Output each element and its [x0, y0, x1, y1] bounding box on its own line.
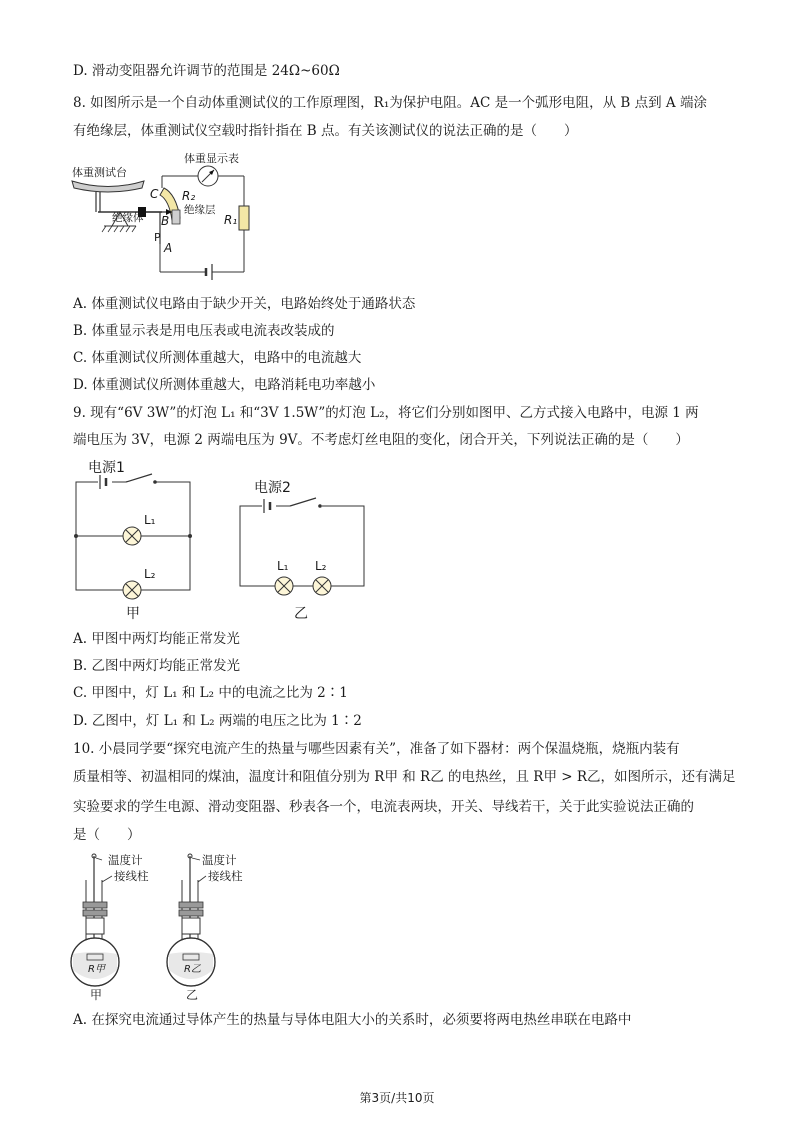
q9-option-a: A. 甲图中两灯均能正常发光 — [73, 631, 240, 647]
q7-option-d: D. 滑动变阻器允许调节的范围是 24Ω~60Ω — [73, 63, 340, 79]
q9-option-d: D. 乙图中，灯 L₁ 和 L₂ 两端的电压之比为 1∶2 — [73, 713, 362, 729]
thermometer-label-yi: 温度计 — [202, 853, 237, 867]
label-r2: R₂ — [182, 189, 196, 203]
label-p: P — [154, 231, 161, 244]
q9-option-c: C. 甲图中，灯 L₁ 和 L₂ 中的电流之比为 2∶1 — [73, 685, 348, 701]
label-r1: R₁ — [224, 213, 238, 227]
circuit-yi-frame — [240, 506, 364, 586]
l2-label-yi: L₂ — [315, 559, 327, 573]
caption-jia: 甲 — [126, 606, 140, 622]
q8-option-a: A. 体重测试仪电路由于缺少开关，电路始终处于通路状态 — [73, 296, 416, 312]
q9-option-b: B. 乙图中两灯均能正常发光 — [73, 658, 241, 674]
caption-yi: 乙 — [294, 606, 308, 622]
r-jia-label: R甲 — [88, 964, 105, 975]
q9-stem-line1: 9. 现有“6V 3W”的灯泡 L₁ 和“3V 1.5W”的灯泡 L₂，将它们分别如图甲、乙方式接入电路中，电源 1 两 — [73, 405, 699, 421]
insulation-layer-label: 绝缘层 — [184, 204, 216, 216]
caption-jia: 甲 — [90, 988, 103, 1002]
q9-stem-line2: 端电压为 3V，电源 2 两端电压为 9V。不考虑灯丝电阻的变化，闭合开关，下列说法正确的是（ ） — [73, 432, 689, 448]
l1-label-yi: L₁ — [277, 559, 289, 573]
source1-label: 电源1 — [88, 460, 125, 476]
meter-label: 体重显示表 — [184, 152, 239, 165]
q8-stem-line2: 有绝缘层，体重测试仪空载时指针指在 B 点。有关该测试仪的说法正确的是（ ） — [73, 123, 578, 139]
q8-stem-line1: 8. 如图所示是一个自动体重测试仪的工作原理图，R₁为保护电阻。AC 是一个弧形电阻，从 B 点到 A 端涂 — [73, 95, 707, 111]
insulator-label: 绝缘体 — [112, 212, 144, 224]
caption-yi: 乙 — [186, 988, 199, 1002]
label-b: B — [161, 214, 170, 228]
lamp-circuits-diagram — [70, 454, 380, 624]
page-footer: 第3页/共10页 — [359, 1091, 435, 1105]
q8-option-d: D. 体重测试仪所测体重越大，电路消耗电功率越小 — [73, 377, 376, 393]
heating-flasks-diagram — [68, 850, 268, 1005]
label-a: A — [164, 241, 173, 255]
insulation-coating — [172, 210, 180, 224]
q10-stem-line4: 是（ ） — [73, 827, 141, 843]
l1-label-jia: L₁ — [144, 513, 156, 527]
protective-resistor-r1 — [239, 206, 249, 230]
l2-label-jia: L₂ — [144, 567, 156, 581]
platform-label: 体重测试台 — [72, 166, 127, 179]
thermometer-label-jia: 温度计 — [108, 853, 143, 867]
label-c: C — [150, 187, 159, 201]
q8-option-b: B. 体重显示表是用电压表或电流表改装成的 — [73, 323, 335, 339]
terminal-label-jia: 接线柱 — [114, 869, 149, 883]
r-yi-label: R乙 — [184, 964, 201, 975]
weight-tester-diagram — [68, 148, 268, 283]
source2-label: 电源2 — [254, 480, 291, 496]
q8-option-c: C. 体重测试仪所测体重越大，电路中的电流越大 — [73, 350, 362, 366]
q10-option-a: A. 在探究电流通过导体产生的热量与导体电阻大小的关系时，必须要将两电热丝串联在电路中 — [73, 1012, 632, 1028]
q10-stem-line3: 实验要求的学生电源、滑动变阻器、秒表各一个，电流表两块，开关、导线若干，关于此实验说法正确的 — [73, 799, 694, 815]
q10-stem-line1: 10. 小晨同学要“探究电流产生的热量与哪些因素有关”，准备了如下器材：两个保温烧瓶，烧瓶内装有 — [73, 741, 680, 757]
platform-tray — [72, 181, 144, 192]
terminal-label-yi: 接线柱 — [208, 869, 243, 883]
q10-stem-line2: 质量相等、初温相同的煤油，温度计和阻值分别为 R甲 和 R乙 的电热丝，且 R甲 > R乙，如图所示，还有满足 — [73, 769, 736, 785]
